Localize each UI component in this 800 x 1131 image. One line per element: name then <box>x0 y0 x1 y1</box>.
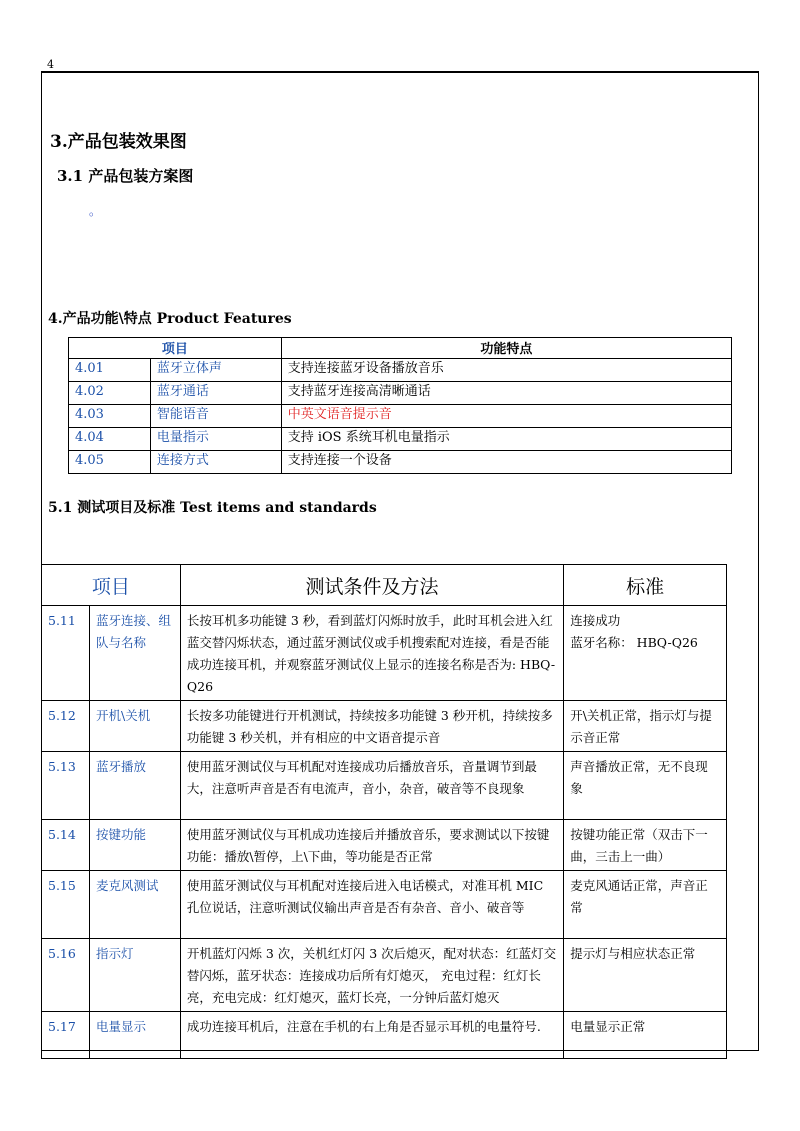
test-method: 成功连接耳机后，注意在手机的右上角是否显示耳机的电量符号. <box>180 1012 563 1059</box>
table-row <box>42 939 727 1012</box>
test-method: 长按多功能键进行开机测试，持续按多功能键 3 秒开机，持续按多功能键 3 秒关机，并有相应的中文语音提示音 <box>180 701 563 752</box>
table-row <box>42 701 727 752</box>
test-id: 5.17 <box>42 1012 90 1059</box>
table-row <box>42 820 727 871</box>
tests-header-method: 测试条件及方法 <box>180 565 563 606</box>
test-id: 5.16 <box>42 939 90 1012</box>
test-method: 使用蓝牙测试仪与耳机成功连接后并播放音乐，要求测试以下按键功能：播放\暂停，上\下曲，等功能是否正常 <box>180 820 563 871</box>
features-table <box>68 337 732 474</box>
placeholder-mark: 。 <box>89 204 102 218</box>
feature-desc: 支持蓝牙连接高清晰通话 <box>281 382 731 405</box>
test-standard: 电量显示正常 <box>564 1012 727 1059</box>
features-header-row <box>69 338 732 359</box>
feature-desc: 中英文语音提示音 <box>281 405 731 428</box>
tests-header-standard: 标准 <box>564 565 727 606</box>
table-row <box>69 405 732 428</box>
section-heading-packaging: 3.产品包装效果图 <box>50 132 187 152</box>
test-standard: 麦克风通话正常，声音正常 <box>564 871 727 939</box>
features-header-desc: 功能特点 <box>281 338 731 359</box>
feature-desc: 支持连接蓝牙设备播放音乐 <box>281 359 731 382</box>
test-method: 开机蓝灯闪烁 3 次，关机红灯闪 3 次后熄灭，配对状态：红蓝灯交替闪烁，蓝牙状态：连接成功后所有灯熄灭， 充电过程：红灯长亮，充电完成：红灯熄灭，蓝灯长亮，一分钟后蓝灯熄灭 <box>180 939 563 1012</box>
test-standard: 声音播放正常，无不良现象 <box>564 752 727 820</box>
test-method: 使用蓝牙测试仪与耳机配对连接后进入电话模式，对准耳机 MIC 孔位说话，注意听测试仪输出声音是否有杂音、音小、破音等 <box>180 871 563 939</box>
feature-item: 电量指示 <box>150 428 281 451</box>
test-standard: 按键功能正常（双击下一曲，三击上一曲） <box>564 820 727 871</box>
feature-id: 4.05 <box>69 451 151 474</box>
subsection-heading-packaging-plan: 3.1 产品包装方案图 <box>57 167 194 185</box>
test-item: 蓝牙播放 <box>89 752 180 820</box>
feature-desc: 支持连接一个设备 <box>281 451 731 474</box>
test-standard: 开\关机正常，指示灯与提示音正常 <box>564 701 727 752</box>
test-item: 按键功能 <box>89 820 180 871</box>
section-heading-tests: 5.1 测试项目及标准 Test items and standards <box>48 500 377 516</box>
test-standard: 连接成功 蓝牙名称： HBQ-Q26 <box>564 606 727 701</box>
feature-id: 4.02 <box>69 382 151 405</box>
feature-id: 4.03 <box>69 405 151 428</box>
table-row <box>69 359 732 382</box>
test-standard: 提示灯与相应状态正常 <box>564 939 727 1012</box>
table-row <box>42 1012 727 1059</box>
test-item: 蓝牙连接、组队与名称 <box>89 606 180 701</box>
feature-item: 蓝牙立体声 <box>150 359 281 382</box>
feature-id: 4.01 <box>69 359 151 382</box>
feature-item: 连接方式 <box>150 451 281 474</box>
feature-item: 智能语音 <box>150 405 281 428</box>
test-item: 指示灯 <box>89 939 180 1012</box>
page-number: 4 <box>47 58 54 71</box>
features-header-item: 项目 <box>69 338 282 359</box>
table-row <box>69 451 732 474</box>
test-item: 开机\关机 <box>89 701 180 752</box>
tests-header-item: 项目 <box>42 565 181 606</box>
feature-item: 蓝牙通话 <box>150 382 281 405</box>
table-row <box>69 382 732 405</box>
table-row <box>42 606 727 701</box>
test-method: 长按耳机多功能键 3 秒，看到蓝灯闪烁时放手，此时耳机会进入红蓝交替闪烁状态，通过蓝牙测试仪或手机搜索配对连接，看是否能成功连接耳机，并观察蓝牙测试仪上显示的连接名称是否为: HBQ-Q26 <box>180 606 563 701</box>
feature-desc: 支持 iOS 系统耳机电量指示 <box>281 428 731 451</box>
test-id: 5.14 <box>42 820 90 871</box>
test-id: 5.11 <box>42 606 90 701</box>
section-heading-features: 4.产品功能\特点 Product Features <box>48 311 292 327</box>
test-item: 麦克风测试 <box>89 871 180 939</box>
test-id: 5.12 <box>42 701 90 752</box>
feature-id: 4.04 <box>69 428 151 451</box>
tests-table <box>41 564 727 1059</box>
test-id: 5.13 <box>42 752 90 820</box>
table-row <box>42 871 727 939</box>
test-item: 电量显示 <box>89 1012 180 1059</box>
table-row <box>42 752 727 820</box>
tests-header-row <box>42 565 727 606</box>
test-id: 5.15 <box>42 871 90 939</box>
table-row <box>69 428 732 451</box>
test-method: 使用蓝牙测试仪与耳机配对连接成功后播放音乐，音量调节到最大，注意听声音是否有电流声，音小，杂音，破音等不良现象 <box>180 752 563 820</box>
